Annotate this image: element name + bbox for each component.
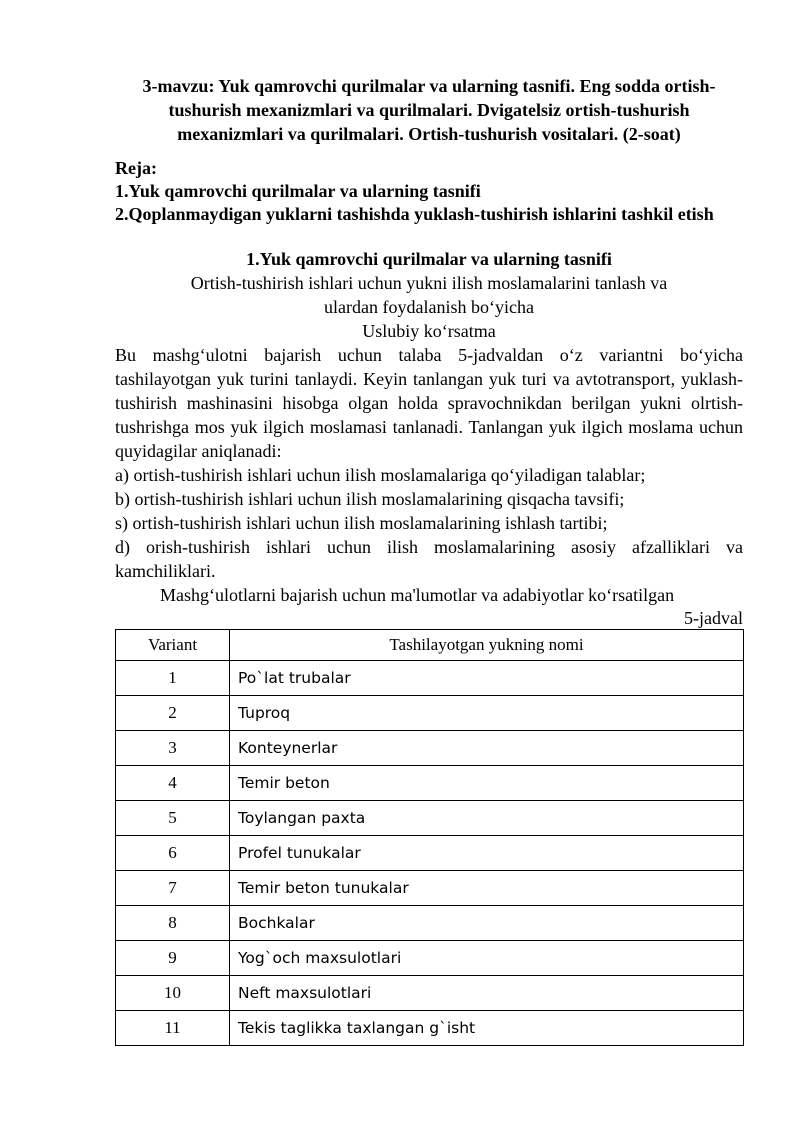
table-row — [116, 696, 744, 731]
table-label: 5-jadval — [684, 608, 743, 628]
plan-item: 2.Qoplanmaydigan yuklarni tashishda yuklash-tushirish ishlarini tashkil etish — [115, 204, 714, 224]
list-item: s) ortish-tushirish ishlari uchun ilish moslamalarining ishlash tartibi; — [115, 513, 608, 533]
variant-cell: 11 — [116, 1011, 230, 1046]
table-row — [116, 871, 744, 906]
cargo-name-cell: Bochkalar — [230, 906, 744, 941]
table-intro: Mashg‘ulotlarni bajarish uchun ma'lumotlar va adabiyotlar ko‘rsatilgan — [160, 585, 675, 605]
section-subtitle: Ortish-tushirish ishlari uchun yukni ilish moslamalarini tanlash va — [190, 273, 668, 293]
table-row — [116, 836, 744, 871]
variant-cell: 8 — [116, 906, 230, 941]
cargo-name-cell: Temir beton tunukalar — [230, 871, 744, 906]
cargo-name-cell: Tekis taglikka taxlangan g`isht — [230, 1011, 744, 1046]
table-row — [116, 661, 744, 696]
table-row — [116, 766, 744, 801]
table-row — [116, 906, 744, 941]
table-row — [116, 1011, 744, 1046]
cargo-name-cell: Konteynerlar — [230, 731, 744, 766]
variant-cell: 5 — [116, 801, 230, 836]
table-header-cell: Variant — [116, 630, 230, 661]
section-subtitle: Uslubiy ko‘rsatma — [362, 321, 496, 341]
variant-cell: 6 — [116, 836, 230, 871]
body-paragraph: Bu mashg‘ulotni bajarish uchun talaba 5-jadvaldan o‘z variantni bo‘yicha tashilayotgan yuk turini tanlaydi. Keyin tanlangan yuk turi va avtotransport, yuklash-tushirish mashinasini hisobga olgan holda spravochnikdan berilgan yukni olrtish-tushrishga mos yuk ilgich moslamasi tanlanadi. Tanlangan yuk ilgich moslama uchun quyidagilar aniqlanadi: — [115, 345, 743, 461]
variant-cell: 10 — [116, 976, 230, 1011]
cargo-name-cell: Tuproq — [230, 696, 744, 731]
plan-item: 1.Yuk qamrovchi qurilmalar va ularning tasnifi — [115, 181, 481, 201]
variants-table — [115, 629, 744, 1046]
table-row — [116, 941, 744, 976]
cargo-name-cell: Profel tunukalar — [230, 836, 744, 871]
table-header-cell: Tashilayotgan yukning nomi — [230, 630, 744, 661]
list-item: a) ortish-tushirish ishlari uchun ilish moslamalariga qo‘yiladigan talablar; — [115, 465, 646, 485]
table-row — [116, 731, 744, 766]
cargo-name-cell: Neft maxsulotlari — [230, 976, 744, 1011]
section-heading: 1.Yuk qamrovchi qurilmalar va ularning tasnifi — [246, 249, 612, 269]
section-subtitle: ulardan foydalanish bo‘yicha — [324, 297, 534, 317]
variant-cell: 9 — [116, 941, 230, 976]
table-row — [116, 976, 744, 1011]
plan-heading: Reja: — [115, 158, 157, 178]
cargo-name-cell: Po`lat trubalar — [230, 661, 744, 696]
document-title: 3-mavzu: Yuk qamrovchi qurilmalar va ularning tasnifi. Eng sodda ortish-tushurish mexanizmlari va qurilmalari. Dvigatelsiz ortish-tushurish mexanizmlari va qurilmalari. Ortish-tushurish vositalari. (2-soat) — [142, 76, 716, 144]
variant-cell: 2 — [116, 696, 230, 731]
list-item: b) ortish-tushirish ishlari uchun ilish moslamalarining qisqacha tavsifi; — [115, 489, 625, 509]
variant-cell: 4 — [116, 766, 230, 801]
table-row — [116, 801, 744, 836]
variant-cell: 1 — [116, 661, 230, 696]
list-item: d) orish-tushirish ishlari uchun ilish moslamalarining asosiy afzalliklari va kamchiliklari. — [115, 537, 743, 581]
document-page — [115, 74, 743, 1046]
plan-section — [115, 157, 743, 226]
cargo-name-cell: Yog`och maxsulotlari — [230, 941, 744, 976]
table-header-row — [116, 630, 744, 661]
variant-cell: 3 — [116, 731, 230, 766]
cargo-name-cell: Toylangan paxta — [230, 801, 744, 836]
variant-cell: 7 — [116, 871, 230, 906]
cargo-name-cell: Temir beton — [230, 766, 744, 801]
